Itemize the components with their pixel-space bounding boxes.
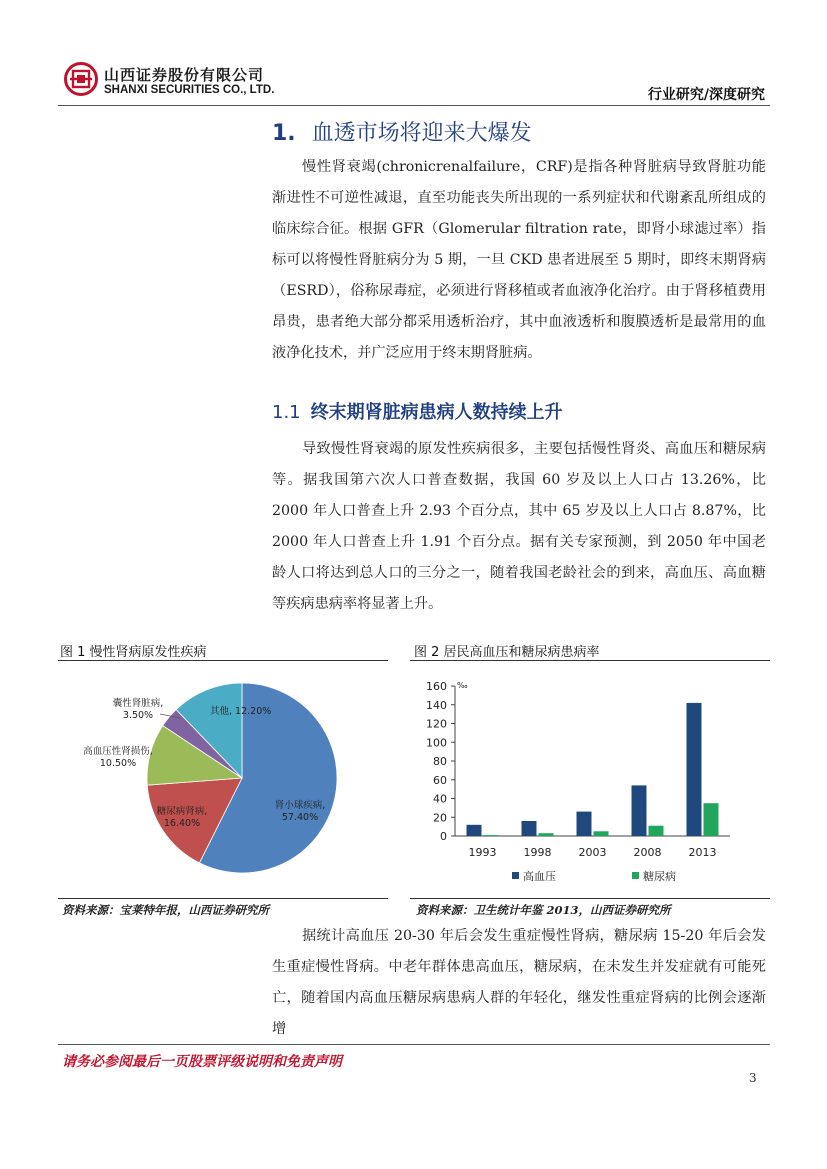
pie-pct-0: 57.40%: [281, 812, 319, 823]
bar-y-tick-label: 120: [426, 717, 447, 731]
figure-2-title: 图 2 居民高血压和糖尿病患病率: [414, 645, 600, 660]
bar-y-tick-label: 40: [433, 792, 447, 806]
bar-y-tick-label: 140: [426, 698, 447, 712]
pie-label-3: 囊性肾脏病,: [112, 698, 164, 709]
figure-1-title: 图 1 慢性肾病原发性疾病: [60, 645, 207, 660]
bar-diabetes-2013: [704, 803, 719, 836]
section-1-1-paragraph: 导致慢性肾衰竭的原发性疾病很多，主要包括慢性肾炎、高血压和糖尿病等。据我国第六次人口普查数据，我国 60 岁及以上人口占 13.26%，比 2000 年人口普查上升 2.93 个百分点，其中 65 岁及以上人口占 8.87%，比 2000 年人口普查上升 1.91 个百分点。据有关专家预测，到 2050 年中国老龄人口将达到总人口的三分之一，随着我国老龄社会的到来，高血压、高血糖等疾病患病率将显著上升。: [272, 441, 766, 612]
bar-hypertension-2008: [632, 785, 647, 836]
report-type-label: 行业研究/深度研究: [647, 87, 765, 103]
pie-pct-3: 3.50%: [122, 710, 154, 721]
bar-chart: [410, 670, 770, 892]
figure-2-bottom-rule: [410, 898, 770, 899]
figure-1-source: 资料来源：宝莱特年报，山西证券研究所: [62, 903, 269, 917]
bar-y-tick-label: 0: [440, 830, 447, 843]
disclaimer-notice: 请务必参阅最后一页股票评级说明和免责声明: [62, 1054, 342, 1070]
pie-pct-1: 16.40%: [163, 818, 201, 829]
bar-y-tick-label: 60: [433, 773, 447, 787]
bar-hypertension-1998: [522, 821, 537, 836]
company-logo-icon: [64, 62, 98, 96]
section-heading-1: [272, 116, 532, 147]
legend-swatch-1: [632, 872, 639, 879]
page-number: 3: [749, 1071, 757, 1085]
bar-diabetes-1998: [539, 833, 554, 836]
footer-divider: [58, 1044, 770, 1045]
bar-y-tick-label: 160: [426, 680, 447, 693]
legend-swatch-0: [512, 872, 519, 879]
bar-x-tick-label: 2013: [688, 846, 717, 859]
bar-diabetes-2008: [649, 826, 664, 836]
pie-label-1: 糖尿病肾病,: [156, 806, 208, 817]
bar-y-tick-label: 100: [426, 736, 447, 750]
section-number: 1.: [272, 121, 296, 146]
pie-chart: [70, 666, 390, 896]
section-title: 血透市场将迎来大爆发: [311, 121, 532, 146]
section-1-1-continued-paragraph: 据统计高血压 20-30 年后会发生重症慢性肾病，糖尿病 15-20 年后会发生重症慢性肾病。中老年群体患高血压，糖尿病，在未发生并发症就有可能死亡，随着国内高血压糖尿病患病人群的年轻化，继发性重症肾病的比例会逐渐增: [272, 928, 766, 1037]
bar-y-tick-label: 80: [433, 755, 447, 768]
pie-pct-2: 10.50%: [99, 758, 137, 769]
bar-x-tick-label: 2003: [578, 846, 607, 859]
bar-x-tick-label: 1998: [523, 846, 552, 859]
pie-label-4: 其他, 12.20%: [210, 706, 272, 717]
figure-2-source: 资料来源：卫生统计年鉴 2013，山西证券研究所: [416, 903, 671, 917]
bar-y-tick-label: 20: [433, 811, 447, 825]
bar-hypertension-2003: [577, 812, 592, 836]
bar-x-tick-label: 2008: [633, 846, 662, 859]
company-name-cn: 山西证券股份有限公司: [104, 66, 265, 84]
pie-label-2: 高血压性肾损伤,: [83, 746, 153, 757]
figure-2-top-rule: [410, 660, 770, 661]
bar-unit-label: ‰: [457, 681, 468, 690]
pie-label-0: 肾小球疾病,: [274, 800, 326, 811]
bar-hypertension-2013: [687, 703, 702, 836]
legend-label-0: 高血压: [523, 870, 556, 883]
subsection-title: 终末期肾脏病患病人数持续上升: [310, 402, 563, 423]
header-divider: [58, 105, 770, 106]
section-heading-1-1: [272, 398, 563, 424]
bar-x-tick-label: 1993: [468, 846, 497, 859]
bar-diabetes-2003: [594, 831, 609, 836]
bar-hypertension-1993: [467, 825, 482, 836]
subsection-number: 1.1: [272, 402, 301, 423]
legend-label-1: 糖尿病: [643, 870, 676, 883]
bar-diabetes-1993: [484, 835, 499, 836]
section-1-paragraph: 慢性肾衰竭(chronicrenalfailure，CRF)是指各种肾脏病导致肾脏功能渐进性不可逆性减退，直至功能丧失所出现的一系列症状和代谢紊乱所组成的临床综合征。根据 GFR（Glomerular filtration rate，即肾小球滤过率）指标可以将慢性肾脏病分为 5 期，一旦 CKD 患者进展至 5 期时，即终末期肾病（ESRD），俗称尿毒症，必须进行肾移植或者血液净化治疗。由于肾移植费用昂贵，患者绝大部分都采用透析治疗，其中血液透析和腹膜透析是最常用的血液净化技术，并广泛应用于终末期肾脏病。: [272, 159, 766, 361]
figure-1-bottom-rule: [58, 898, 388, 899]
figure-1-top-rule: [58, 660, 388, 661]
company-name-en: SHANXI SECURITIES CO., LTD.: [104, 84, 275, 96]
